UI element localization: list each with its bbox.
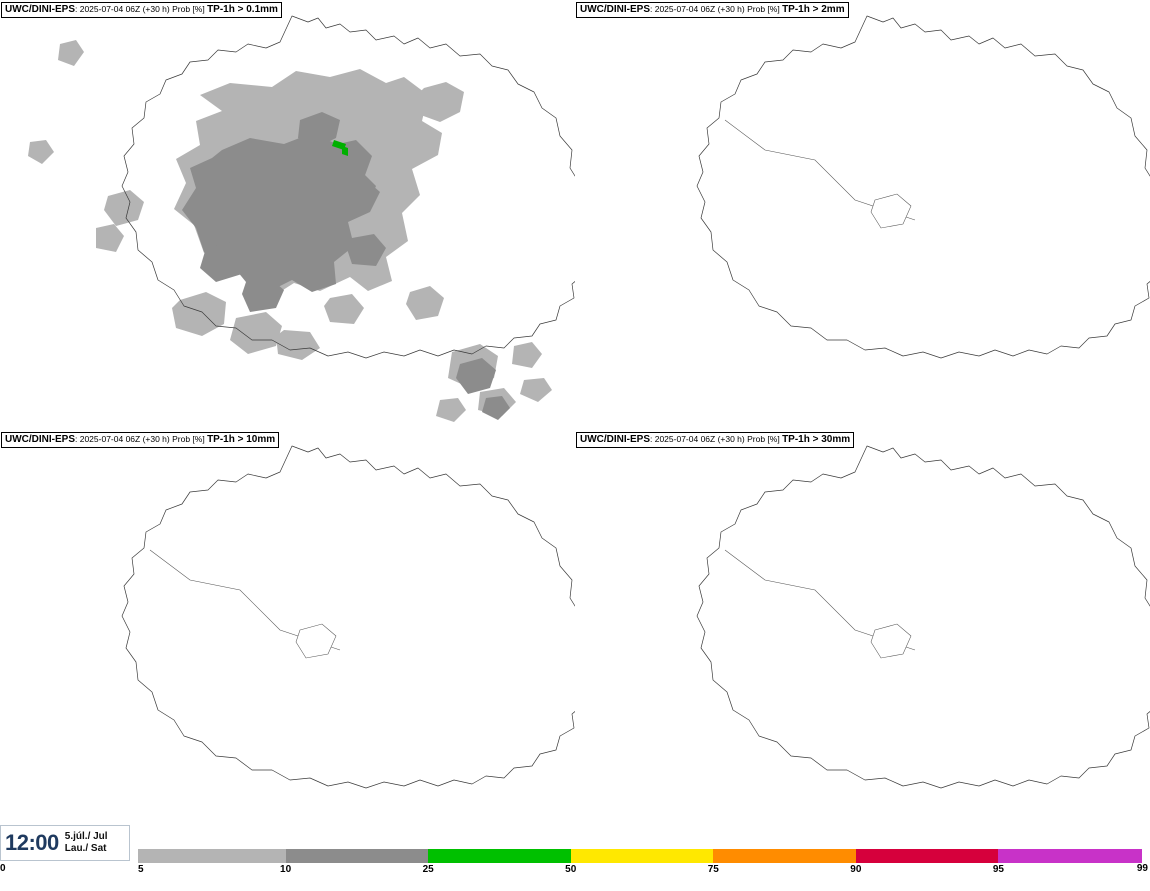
colorbar-segment [428, 849, 571, 863]
run-info: : 2025-07-04 06Z (+30 h) Prob [%] [75, 434, 208, 444]
colorbar-gradient [138, 849, 1142, 863]
coastline [697, 446, 1150, 788]
colorbar-tick-label: 90 [850, 864, 862, 875]
map-canvas[interactable] [575, 0, 1150, 430]
valid-time-box[interactable] [0, 825, 130, 861]
iceland-map-svg [575, 0, 1150, 430]
map-canvas[interactable] [0, 0, 575, 430]
valid-date-line2: Lau./ Sat [64, 843, 107, 854]
run-info: : 2025-07-04 06Z (+30 h) Prob [%] [650, 4, 783, 14]
colorbar-min-label: 0 [0, 863, 6, 874]
coastline [122, 446, 575, 788]
colorbar-segment [286, 849, 429, 863]
map-panel-tp1h-2mm[interactable] [575, 0, 1150, 430]
colorbar-segment [713, 849, 856, 863]
run-info: : 2025-07-04 06Z (+30 h) Prob [%] [650, 434, 783, 444]
model-name: UWC/DINI-EPS [5, 434, 75, 445]
valid-date-line1: 5.júl./ Jul [64, 831, 108, 842]
probability-shading [28, 40, 552, 422]
threshold-label: TP-1h > 2mm [782, 4, 845, 15]
map-canvas[interactable] [575, 430, 1150, 860]
colorbar-tick-label: 75 [707, 864, 719, 875]
colorbar-tick-label: 25 [422, 864, 434, 875]
colorbar-tick-label: 95 [992, 864, 1004, 875]
coastline [697, 16, 1150, 358]
map-panel-tp1h-10mm[interactable] [0, 430, 575, 860]
map-panel-tp1h-0.1mm[interactable] [0, 0, 575, 430]
colorbar-segment [138, 849, 286, 863]
colorbar-tick-label: 10 [280, 864, 292, 875]
panel-title [576, 2, 849, 18]
map-panel-tp1h-30mm[interactable] [575, 430, 1150, 860]
run-info: : 2025-07-04 06Z (+30 h) Prob [%] [75, 4, 208, 14]
panel-title [1, 2, 282, 18]
iceland-map-svg [0, 430, 575, 860]
footer-bar [0, 825, 1150, 891]
colorbar-max-label: 99 [1136, 863, 1148, 874]
model-name: UWC/DINI-EPS [5, 4, 75, 15]
iceland-map-svg [575, 430, 1150, 860]
model-name: UWC/DINI-EPS [580, 434, 650, 445]
threshold-label: TP-1h > 30mm [782, 434, 851, 445]
valid-time: 12:00 [5, 830, 59, 855]
valid-date [65, 831, 108, 855]
threshold-label: TP-1h > 10mm [207, 434, 276, 445]
colorbar-ticks [138, 863, 1142, 879]
panel-title [576, 432, 854, 448]
threshold-label: TP-1h > 0.1mm [207, 4, 278, 15]
colorbar-segment [571, 849, 714, 863]
iceland-map-svg [0, 0, 575, 430]
colorbar-segment [856, 849, 999, 863]
panel-title [1, 432, 279, 448]
colorbar-tick-label: 50 [565, 864, 577, 875]
colorbar-tick-label: 5 [138, 864, 144, 875]
map-canvas[interactable] [0, 430, 575, 860]
model-name: UWC/DINI-EPS [580, 4, 650, 15]
colorbar-segment [998, 849, 1142, 863]
